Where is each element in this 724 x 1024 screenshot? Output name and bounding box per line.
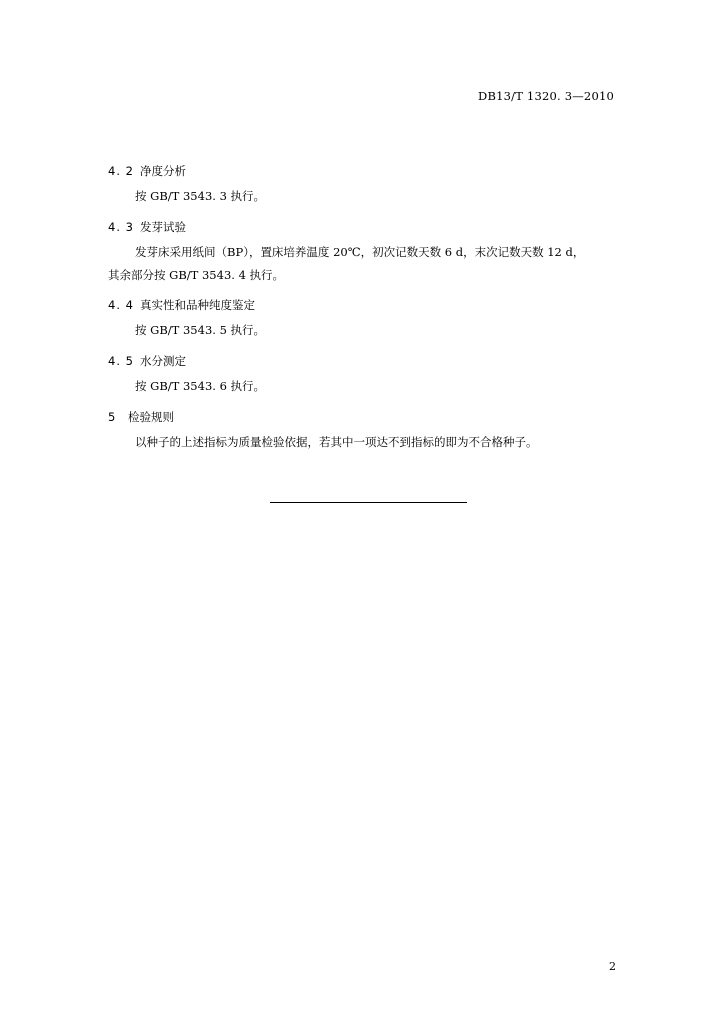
- section-text: 以种子的上述指标为质量检验依据，若其中一项达不到指标的即为不合格种子。: [135, 435, 538, 449]
- section-number: 4. 2: [108, 164, 134, 178]
- section-heading: [108, 163, 616, 179]
- section-4-2: [108, 163, 616, 208]
- section-text: 发芽床采用纸间（BP），置床培养温度 20℃，初次记数天数 6 d，末次记数天数 12 d，: [135, 245, 585, 259]
- section-5: [108, 409, 616, 454]
- section-number: 4. 3: [108, 220, 134, 234]
- section-number: 5: [108, 410, 117, 424]
- section-text: 按 GB/T 3543. 3 执行。: [135, 189, 266, 203]
- page-number: 2: [609, 960, 616, 973]
- section-heading: [108, 297, 616, 313]
- section-title: 发芽试验: [140, 220, 186, 234]
- section-title: 水分测定: [140, 354, 186, 368]
- section-heading: [108, 353, 616, 369]
- section-text-continued: 其余部分按 GB/T 3543. 4 执行。: [108, 268, 285, 282]
- section-number: 4. 5: [108, 354, 134, 368]
- section-text: 按 GB/T 3543. 6 执行。: [135, 379, 266, 393]
- section-title: 净度分析: [140, 164, 186, 178]
- section-number: 4. 4: [108, 298, 134, 312]
- end-of-text-rule: [270, 502, 467, 503]
- section-text: 按 GB/T 3543. 5 执行。: [135, 323, 266, 337]
- standard-code: DB13/T 1320. 3—2010: [478, 89, 614, 103]
- section-title: 真实性和品种纯度鉴定: [140, 298, 255, 312]
- section-4-4: [108, 297, 616, 342]
- section-heading: [108, 409, 616, 425]
- section-title: 检验规则: [128, 410, 174, 424]
- section-4-3: [108, 219, 616, 287]
- section-4-5: [108, 353, 616, 398]
- section-heading: [108, 219, 616, 235]
